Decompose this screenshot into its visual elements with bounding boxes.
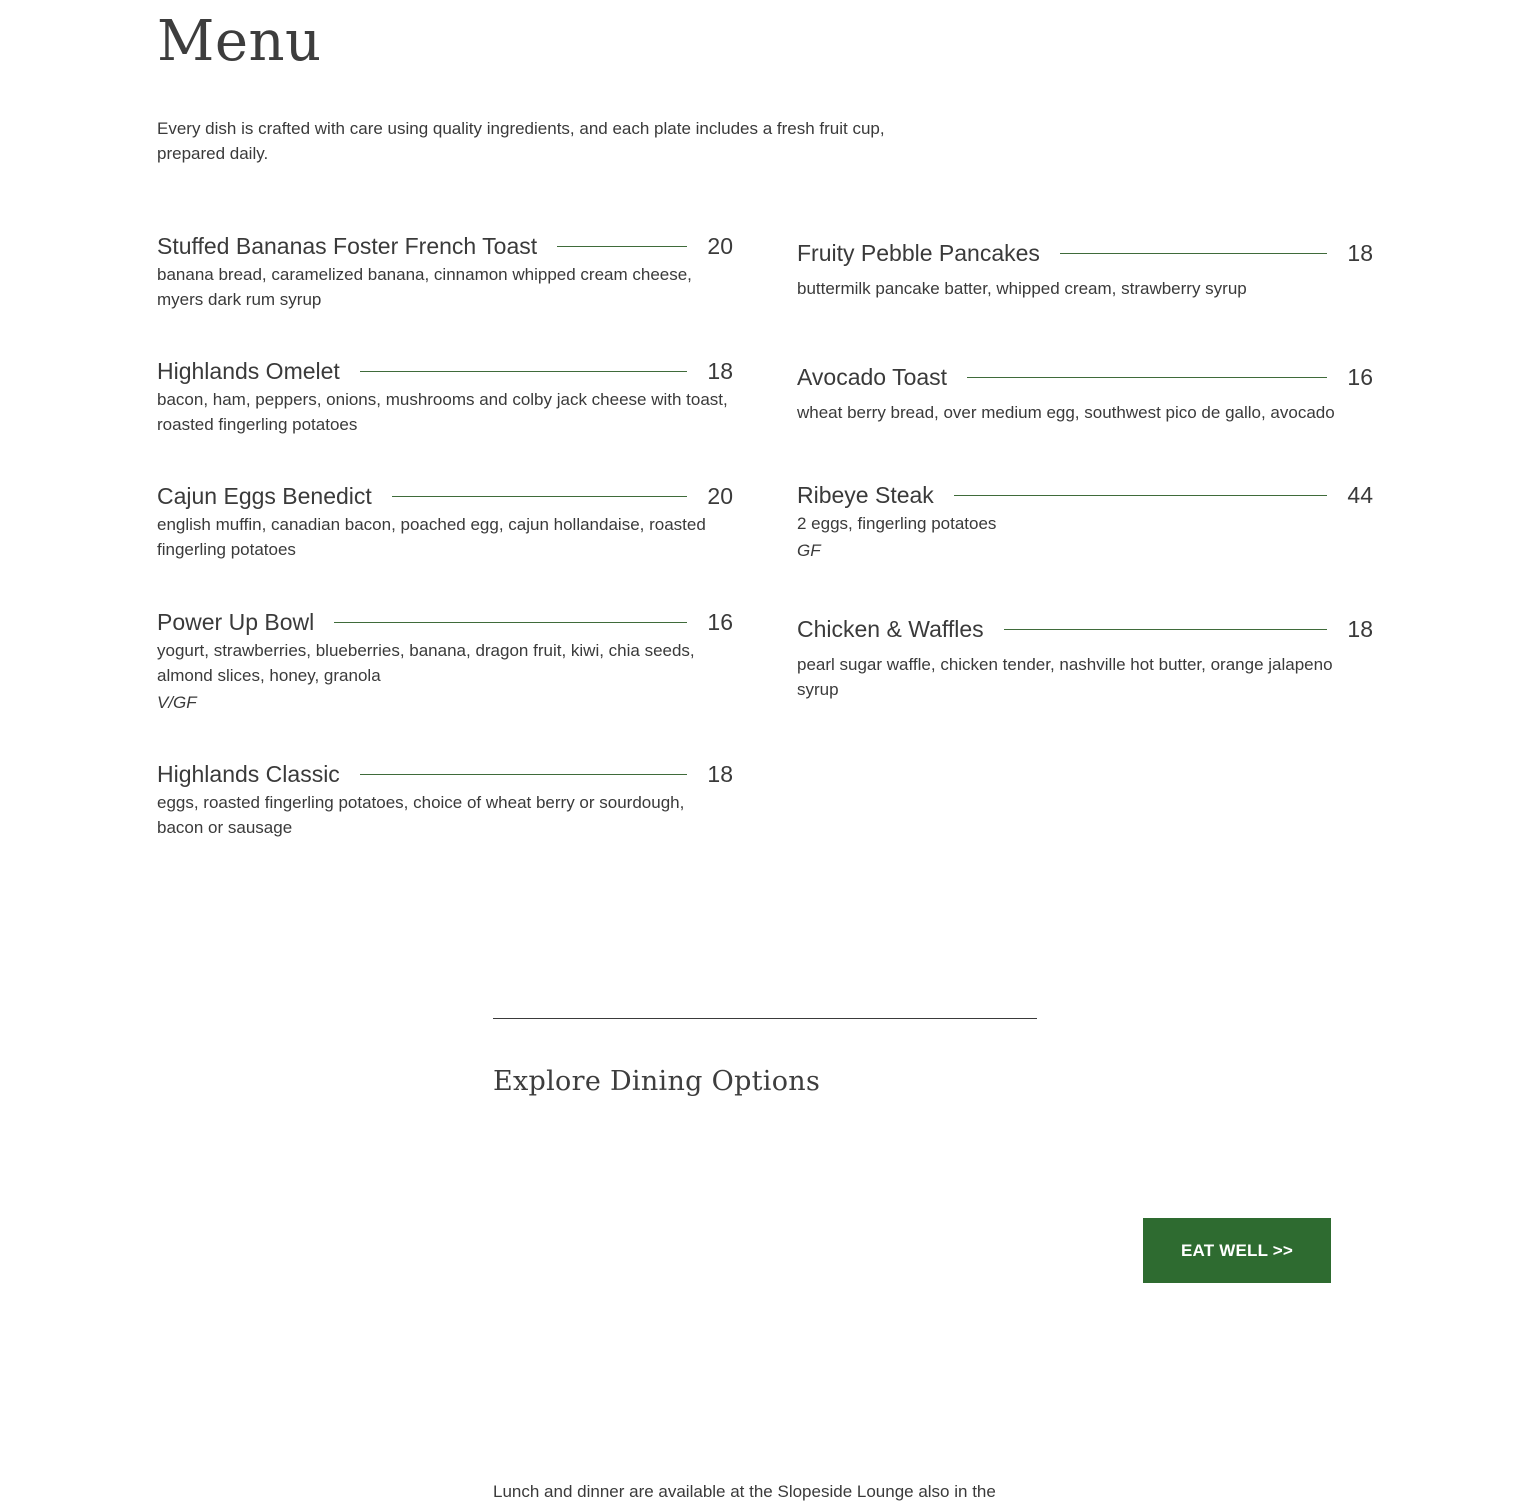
menu-item-header xyxy=(157,355,733,387)
menu-item-price: 18 xyxy=(1347,240,1373,266)
menu-item-header xyxy=(797,361,1373,393)
menu-item-price: 18 xyxy=(707,358,733,384)
eat-well-button[interactable]: EAT WELL >> xyxy=(1143,1218,1331,1283)
menu-item xyxy=(157,606,733,715)
menu-item-price: 18 xyxy=(707,761,733,787)
menu-item-description: wheat berry bread, over medium egg, southwest pico de gallo, avocado xyxy=(797,403,1335,422)
menu-item-name: Avocado Toast xyxy=(797,364,948,390)
menu-item xyxy=(157,355,733,437)
menu-item-header xyxy=(157,758,733,790)
menu-item-name: Chicken & Waffles xyxy=(797,616,984,642)
leader-rule xyxy=(557,246,687,247)
menu-item-description: banana bread, caramelized banana, cinnamon whipped cream cheese, myers dark rum syrup xyxy=(157,265,692,309)
dietary-tag: V/GF xyxy=(157,693,197,712)
menu-item-price: 20 xyxy=(707,233,733,259)
leader-rule xyxy=(1060,253,1328,254)
menu-item-name: Fruity Pebble Pancakes xyxy=(797,240,1040,266)
menu-item-name: Highlands Classic xyxy=(157,761,340,787)
menu-item-name: Cajun Eggs Benedict xyxy=(157,483,372,509)
menu-item-header xyxy=(157,606,733,638)
menu-item-description: buttermilk pancake batter, whipped cream, strawberry syrup xyxy=(797,279,1247,298)
menu-item-name: Power Up Bowl xyxy=(157,609,315,635)
menu-intro: Every dish is crafted with care using quality ingredients, and each plate includes a fresh fruit cup, prepared daily. xyxy=(157,119,885,163)
menu-item-description: bacon, ham, peppers, onions, mushrooms and colby jack cheese with toast, roasted fingerling potatoes xyxy=(157,390,728,434)
menu-item-price: 16 xyxy=(1347,364,1373,390)
leader-rule xyxy=(967,377,1327,378)
menu-item xyxy=(797,237,1373,301)
menu-item xyxy=(157,480,733,562)
menu-item-price: 44 xyxy=(1347,482,1373,508)
menu-item-name: Stuffed Bananas Foster French Toast xyxy=(157,233,538,259)
section-divider xyxy=(493,1018,1037,1019)
menu-item-price: 20 xyxy=(707,483,733,509)
dining-info-text: Lunch and dinner are available at the Slopeside Lounge also in the xyxy=(493,1482,996,1501)
leader-rule xyxy=(334,622,687,623)
menu-item-header xyxy=(797,479,1373,511)
menu-item xyxy=(797,479,1373,563)
menu-item-name: Ribeye Steak xyxy=(797,482,934,508)
menu-item-description: 2 eggs, fingerling potatoes xyxy=(797,514,997,533)
menu-item xyxy=(157,758,733,840)
menu-item xyxy=(797,361,1373,425)
leader-rule xyxy=(360,371,688,372)
menu-item-description: english muffin, canadian bacon, poached egg, cajun hollandaise, roasted fingerling potatoes xyxy=(157,515,706,559)
menu-item-description: yogurt, strawberries, blueberries, banana, dragon fruit, kiwi, chia seeds, almond slices, honey, granola xyxy=(157,641,695,685)
menu-item-header xyxy=(797,237,1373,269)
menu-item xyxy=(157,230,733,312)
menu-item xyxy=(797,613,1373,702)
menu-item-description: eggs, roasted fingerling potatoes, choice of wheat berry or sourdough, bacon or sausage xyxy=(157,793,685,837)
dietary-tag: GF xyxy=(797,541,821,560)
menu-item-price: 18 xyxy=(1347,616,1373,642)
menu-item-header xyxy=(157,480,733,512)
menu-item-name: Highlands Omelet xyxy=(157,358,340,384)
leader-rule xyxy=(954,495,1328,496)
menu-item-price: 16 xyxy=(707,609,733,635)
leader-rule xyxy=(392,496,688,497)
leader-rule xyxy=(1004,629,1328,630)
page-title: Menu xyxy=(157,9,322,74)
explore-heading: Explore Dining Options xyxy=(493,1066,821,1097)
menu-item-header xyxy=(157,230,733,262)
leader-rule xyxy=(360,774,688,775)
menu-item-description: pearl sugar waffle, chicken tender, nashville hot butter, orange jalapeno syrup xyxy=(797,655,1333,699)
menu-item-header xyxy=(797,613,1373,645)
